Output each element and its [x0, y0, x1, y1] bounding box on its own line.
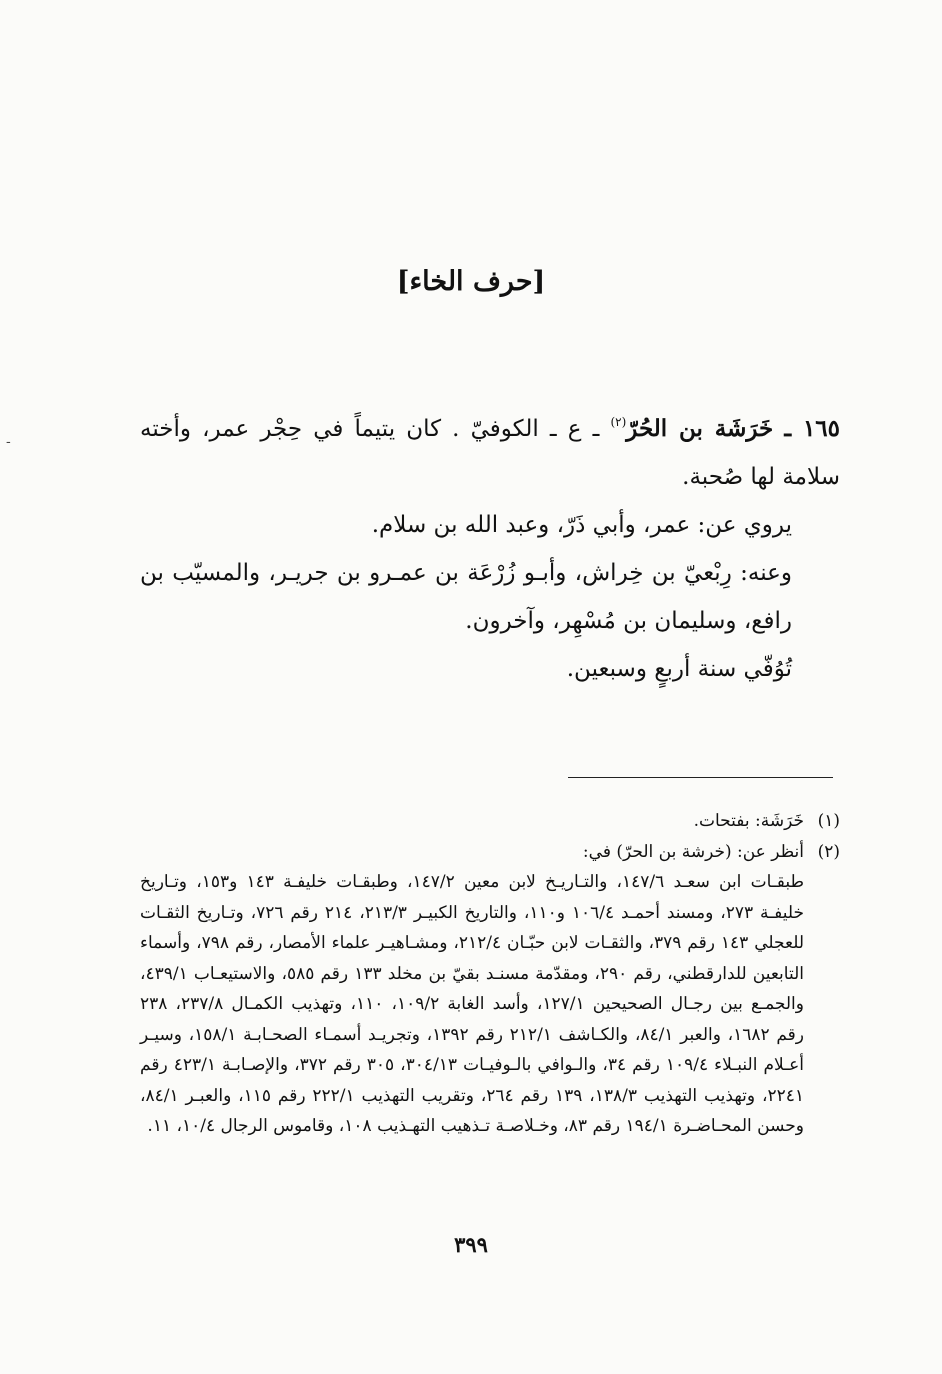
page-number: ٣٩٩ — [454, 1232, 488, 1257]
footnote-text — [140, 837, 804, 1142]
footnote-line: أنظر عن: (خرشة بن الحرّ) في: — [582, 841, 804, 862]
narrated-by: وعنه: رِبْعيّ بن خِراش، وأبـو زُرْعَة بن عمـرو بن جريـر، والمسيّب بن رافع، وسليمان بن مُسْهِر، وآخرون. — [140, 560, 792, 634]
narrates-from: يروي عن: عمر، وأبي ذَرّ، وعبد الله بن سلام. — [371, 512, 792, 538]
footnotes — [140, 806, 840, 1142]
entry-description: ـ ع ـ الكوفيّ . كان يتيماً في حِجْر عمر، وأخته سلامة لها صُحبة. — [140, 416, 840, 490]
footnote-line: خَرَشَة: بفتحات. — [693, 811, 804, 831]
footnote-separator — [568, 777, 833, 778]
margin-mark: - — [6, 434, 11, 450]
footnote-marker: (٢) — [817, 841, 840, 862]
entry-number: ١٦٥ ـ — [784, 415, 841, 442]
biography-entry — [140, 405, 840, 693]
footnote-ref: (٢) — [610, 415, 627, 429]
footnote-text — [140, 806, 804, 837]
footnote-2 — [140, 837, 840, 1142]
death-year: تُوُفّي سنة أربعٍ وسبعين. — [566, 656, 792, 682]
entry-name: خَرَشَة بن الحُرّ — [626, 415, 774, 442]
footnote-sources: طبقـات ابن سعـد ١٤٧/٦، والتـاريـخ لابن معين ١٤٧/٢، وطبقـات خليفـة ١٤٣ و١٥٣، وتـاريخ خليفـة ٢٧٣، ومسند أحمـد ١٠٦/٤ و١١٠، والتاريخ الكبيـر ٢١٣/٣، ٢١٤ رقم ٧٢٦، وتـاريخ الثقـات للعجلي ١٤٣ رقم ٣٧٩، والثقـات لابن حبّـان ٢١٢/٤، ومشـاهيـر علماء الأمصار، رقم ٧٩٨، وأسماء التابعين للدارقطني، رقم ٢٩٠، ومقدّمة مسنـد بقيّ بن مخلد ١٣٣ رقم ٥٨٥، والاستيعـاب ٤٣٩/١، والجمـع بين رجـال الصحيحين ١٢٧/١، وأسد الغابة ١٠٩/٢، ١١٠، وتهذيب الكمـال ٢٣٧/٨، ٢٣٨ رقم ١٦٨٢، والعبر ٨٤/١، والكـاشف ٢١٢/١ رقم ١٣٩٢، وتجريـد أسمـاء الصحـابـة ١٥٨/١، وسيـر أعـلام النبـلاء ١٠٩/٤ رقم ٣٤، والـوافي بالـوفيـات ٣٠٤/١٣، ٣٠٥ رقم ٣٧٢، والإصـابـة ٤٢٣/١ رقم ٢٢٤١، وتهذيب التهذيب ١٣٨/٣، ١٣٩ رقم ٢٦٤، وتقريب التهذيب ٢٢٢/١ رقم ١١٥، والعبـر ٨٤/١، وحسن المحـاضـرة ١٩٤/١ رقم ٨٣، وخـلاصـة تـذهيب التهـذيب ١٠٨، وقاموس الرجال ١٠/٤، ١١. — [140, 872, 805, 1136]
section-heading: [حرف الخاء] — [396, 266, 546, 297]
footnote-1 — [140, 806, 840, 837]
entry-intro — [140, 405, 840, 501]
footnote-marker: (١) — [817, 811, 840, 831]
